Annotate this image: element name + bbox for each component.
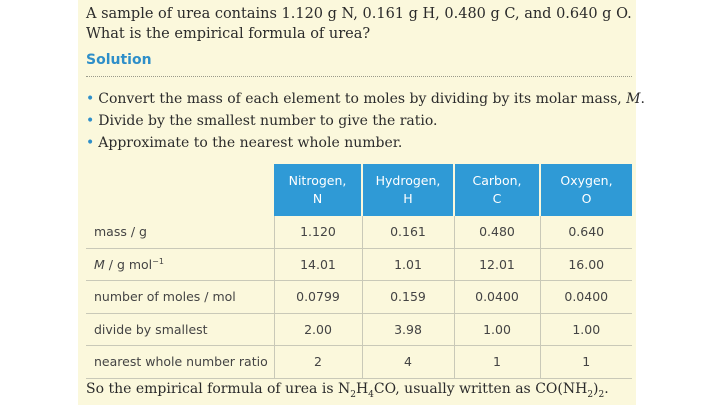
- table-cell: 1.00: [540, 313, 632, 346]
- table-cell: 0.161: [362, 216, 454, 248]
- header-oxygen: Oxygen, O: [540, 164, 632, 216]
- conclusion-text: So the empirical formula of urea is $N_2H_4CO$, usually written as $CO(NH_2)_2$.: [86, 381, 609, 400]
- table-header-row: [86, 164, 632, 216]
- step-text: Convert the mass of each element to moles by dividing by its molar mass,: [98, 91, 627, 107]
- dotted-divider: [86, 76, 632, 77]
- row-label: mass / g: [86, 216, 274, 248]
- table-cell: 0.159: [362, 281, 454, 314]
- step-item: [86, 88, 645, 110]
- table-cell: 1: [540, 346, 632, 379]
- table-row: [86, 216, 632, 248]
- table-row: [86, 281, 632, 314]
- row-label: number of moles / mol: [86, 281, 274, 314]
- table-cell: 0.0400: [454, 281, 540, 314]
- step-item: [86, 110, 632, 132]
- table-row: [86, 313, 632, 346]
- step-text: Approximate to the nearest whole number.: [98, 135, 403, 151]
- table-cell: 1: [454, 346, 540, 379]
- header-hydrogen: Hydrogen, H: [362, 164, 454, 216]
- calculation-table: [86, 164, 632, 379]
- step-item: [86, 132, 632, 154]
- table-cell: 1.00: [454, 313, 540, 346]
- bullet-icon: •: [86, 113, 95, 129]
- header-blank: [86, 164, 274, 216]
- step-text: Divide by the smallest number to give the ratio.: [98, 113, 438, 129]
- step-tail: .: [640, 91, 645, 107]
- table-cell: 0.480: [454, 216, 540, 248]
- table-cell: 4: [362, 346, 454, 379]
- table-cell: 16.00: [540, 248, 632, 281]
- table-cell: 1.01: [362, 248, 454, 281]
- header-carbon: Carbon, C: [454, 164, 540, 216]
- bullet-icon: •: [86, 135, 95, 151]
- solution-steps: [86, 88, 645, 154]
- table-cell: 12.01: [454, 248, 540, 281]
- row-label: nearest whole number ratio: [86, 346, 274, 379]
- table-cell: 0.640: [540, 216, 632, 248]
- table-cell: 0.0799: [274, 281, 362, 314]
- solution-heading: Solution: [86, 52, 152, 68]
- table-cell: 3.98: [362, 313, 454, 346]
- row-label: M / g mol$^{-1}$: [86, 248, 274, 281]
- table-cell: 2: [274, 346, 362, 379]
- header-nitrogen: Nitrogen, N: [274, 164, 362, 216]
- row-label: divide by smallest: [86, 313, 274, 346]
- table-row: [86, 346, 632, 379]
- bullet-icon: •: [86, 91, 95, 107]
- question-text: A sample of urea contains 1.120 g N, 0.161 g H, 0.480 g C, and 0.640 g O. What is the empirical formula of urea?: [86, 6, 632, 42]
- table-cell: 1.120: [274, 216, 362, 248]
- table-cell: 0.0400: [540, 281, 632, 314]
- step-symbol: M: [626, 91, 641, 107]
- table-row: [86, 248, 632, 281]
- table-cell: 14.01: [274, 248, 362, 281]
- table-cell: 2.00: [274, 313, 362, 346]
